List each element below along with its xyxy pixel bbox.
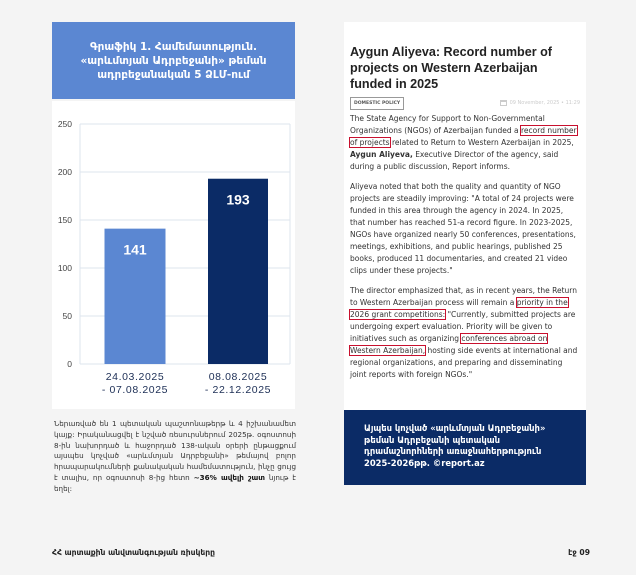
text: "Currently, submitted projects are undergoing expert evaluation. Priority will be given to initiatives such as organizing (350, 310, 576, 343)
data-label: 193 (226, 191, 250, 208)
highlighted-phrase: priority in the 2026 grant competitions: (350, 298, 568, 319)
description-text: Ներառված են 1 պետական պաշտոնաթերթ և 4 իշխանամետ կայք: Իրականացվել է նշված ռեսուրսներում 2025թ. օգոստոսի 8-ին նախորդած և հաջորդած 138-ական օրերի ընթացքում այսպես կոչված «արևմտյան Ադրբեջանի» թեմայով բոլոր հրապարակումների քանակական համեմատություն, ինչը ցույց է տալիս, որ օգոստոսի 8-ից հետո (54, 419, 296, 482)
date-text: 09 November, 2025 • 11:29 (509, 100, 580, 106)
x-tick-label: 08.08.2025 (208, 371, 268, 383)
person-name: Aygun Aliyeva, (350, 150, 413, 159)
bar-chart-card (52, 101, 295, 409)
y-tick-label: 250 (57, 119, 72, 129)
text: Executive Director of the agency, said during a public discussion, Report informs. (350, 150, 559, 171)
x-tick-label: - 07.08.2025 (101, 384, 169, 396)
article-body (350, 113, 580, 381)
category-badge[interactable]: DOMESTIC POLICY (350, 97, 404, 110)
y-tick-label: 100 (57, 263, 72, 273)
page-number: էջ 09 (568, 548, 590, 557)
text: The director emphasized that, as in recent years, the Return to Western Azerbaijan process will remain a (350, 286, 577, 307)
footer-title: ՀՀ արտաքին անվտանգության ռիսկերը (52, 548, 215, 557)
y-tick-label: 0 (67, 359, 72, 369)
chart-header (52, 22, 295, 99)
highlighted-phrase: record number of projects (350, 126, 577, 147)
article-paragraph: Aliyeva noted that both the quality and quantity of NGO projects are steadily improving: "A total of 24 projects were funded in this area through the agency in 2024. In 2025, that number has reached 51-a record figure. In 2023-2025, NGOs have organized nearly 50 conferences, presentations, meetings, exhibitions, and public hearings, published 25 books, produced 11 documentaries, and created 21 video clips under these projects." (350, 182, 576, 275)
y-tick-label: 150 (57, 215, 72, 225)
calendar-icon (500, 100, 507, 106)
description-highlight: ~36% ավելի շատ (193, 472, 265, 482)
article-paragraph (350, 113, 580, 173)
x-tick-label: 24.03.2025 (105, 371, 165, 383)
y-tick-label: 200 (57, 167, 72, 177)
article-title: Aygun Aliyeva: Record number of projects on Western Azerbaijan funded in 2025 (350, 45, 552, 91)
article-meta (350, 96, 580, 110)
bar-chart (52, 101, 295, 409)
text: The State Agency for Support to Non-Governmental Organizations (NGOs) of Azerbaijan funded a (350, 114, 545, 135)
y-tick-label: 50 (62, 311, 72, 321)
text: hosting side events at international and regional organizations, and preparing and disseminating joint reports with foreign NGOs." (350, 346, 578, 379)
x-tick-label: - 22.12.2025 (204, 384, 272, 396)
chart-title: Գրաֆիկ 1. Համեմատություն. «արևմտյան Ադրբեջանի» թեման ադրբեջանական 5 ՁԼՄ-ում (80, 40, 267, 81)
article-caption: Այպես կոչված «արևմտյան Ադրբեջանի» թեման Ադրբեջանի պետական դրամաշնորհների առաջնահերթություն 2025-2026թթ. ©report.az (344, 410, 586, 485)
description-end: նյութ է եղել: (54, 472, 296, 493)
text: related to Return to Western Azerbaijan in 2025, (389, 138, 574, 147)
highlighted-phrase: conferences abroad on Western Azerbaijan, (350, 334, 548, 355)
article-paragraph (350, 285, 580, 381)
chart-description (54, 419, 296, 495)
data-label: 141 (123, 241, 147, 258)
article-date (500, 100, 580, 106)
news-article-card (344, 22, 586, 410)
